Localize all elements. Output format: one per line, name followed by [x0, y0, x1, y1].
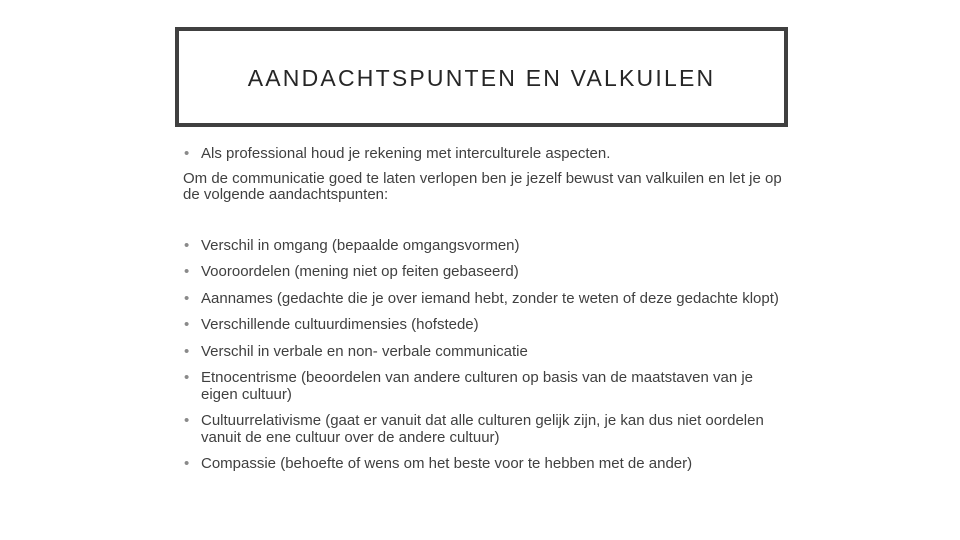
list-item-text: Vooroordelen (mening niet op feiten gebaseerd): [201, 263, 519, 280]
slide-content: [183, 146, 793, 483]
list-item: [183, 413, 793, 446]
intro-bullet: [183, 146, 793, 163]
bullet-dot-icon: •: [184, 289, 190, 307]
bullet-dot-icon: •: [184, 236, 190, 254]
intro-bullet-text: Als professional houd je rekening met interculturele aspecten.: [201, 145, 611, 162]
bullet-dot-icon: •: [184, 145, 190, 162]
list-item-text: Verschil in omgang (bepaalde omgangsvormen): [201, 236, 520, 254]
list-item-text: Etnocentrisme (beoordelen van andere culturen op basis van de maatstaven van je eigen cultuur): [201, 369, 754, 403]
list-item-text: Compassie (behoefte of wens om het beste voor te hebben met de ander): [201, 455, 693, 472]
list-item: [183, 370, 793, 403]
bullet-dot-icon: •: [184, 369, 190, 386]
list-item: [183, 456, 793, 473]
list-item: [183, 238, 793, 255]
bullet-dot-icon: •: [184, 412, 190, 429]
intro-paragraph: Om de communicatie goed te laten verlopen ben je jezelf bewust van valkuilen en let je op de volgende aandachtspunten:: [183, 169, 782, 203]
list-item-text: Aannames (gedachte die je over iemand hebt, zonder te weten of deze gedachte klopt): [201, 289, 779, 307]
title-box: [175, 27, 788, 127]
list-item-text: Verschillende cultuurdimensies (hofstede): [201, 316, 479, 333]
list-item: [183, 317, 793, 334]
list-item: [183, 344, 793, 361]
bullet-dot-icon: •: [184, 316, 190, 333]
bullet-dot-icon: •: [184, 455, 190, 472]
list-item: [183, 264, 793, 281]
bullet-list: [183, 238, 793, 473]
list-item-text: Cultuurrelativisme (gaat er vanuit dat alle culturen gelijk zijn, je kan dus niet oordelen vanuit de ene cultuur over de andere cultuur): [201, 412, 764, 446]
list-item-text: Verschil in verbale en non- verbale communicatie: [201, 342, 528, 360]
bullet-dot-icon: •: [184, 342, 190, 360]
list-item: [183, 291, 793, 308]
slide-title: AANDACHTSPUNTEN EN VALKUILEN: [247, 65, 716, 91]
bullet-dot-icon: •: [184, 263, 190, 280]
